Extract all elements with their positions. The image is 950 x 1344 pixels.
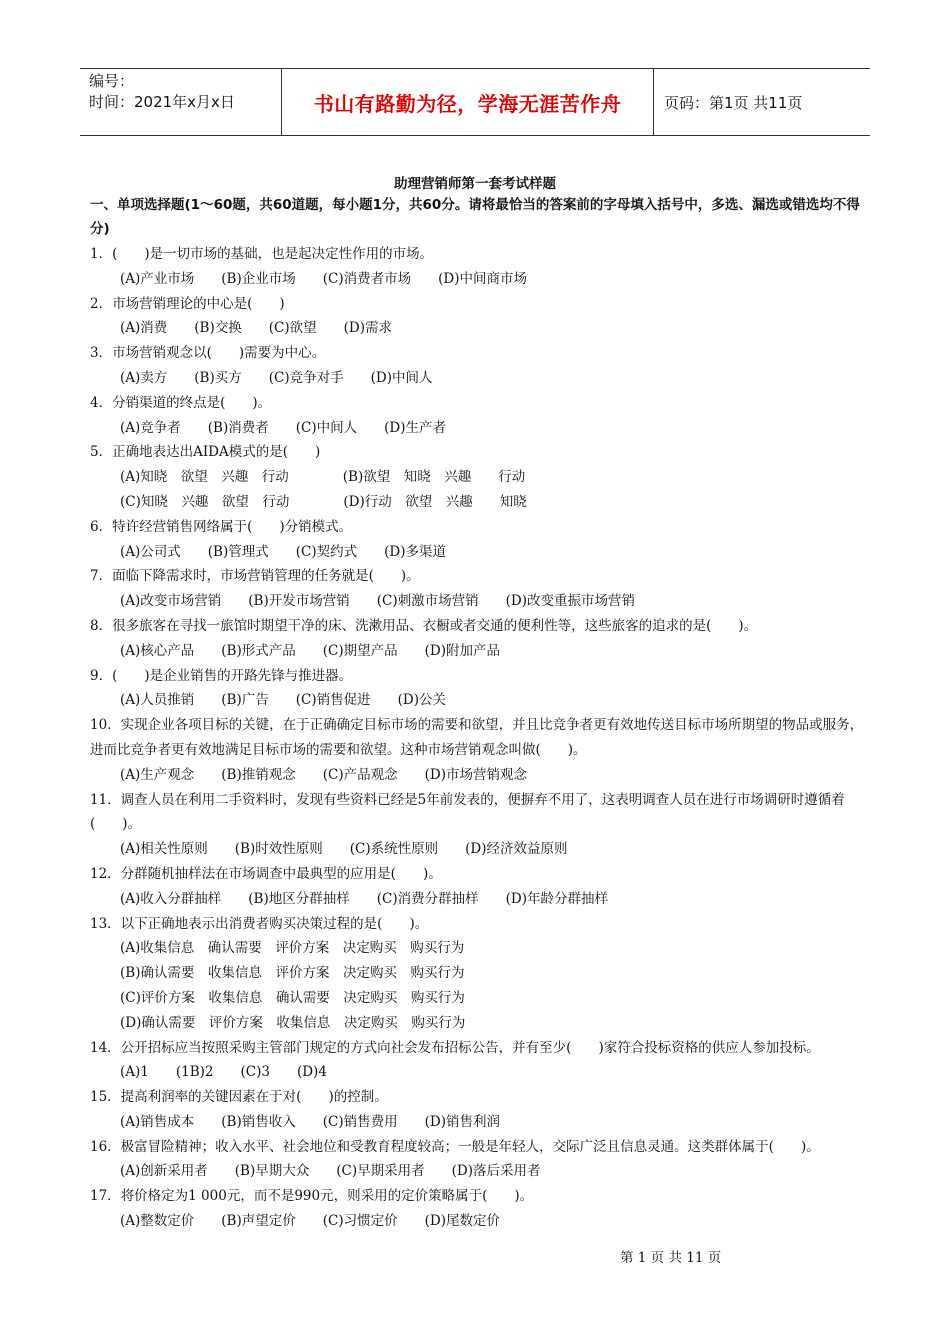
question-text: 3．市场营销观念以( )需要为中心。 [90,345,326,362]
question-text: 17．将价格定为1 000元，而不是990元，则采用的定价策略属于( )。 [90,1188,534,1205]
question-options: (A)相关性原则 (B)时效性原则 (C)系统性原则 (D)经济效益原则 [120,841,568,858]
page-footer: 第 1 页 共 11 页 [620,1250,722,1266]
question-options: (A)消费 (B)交换 (C)欲望 (D)需求 [120,320,392,337]
document-title: 助理营销师第一套考试样题 [394,176,556,192]
document-number-label: 编号： [89,72,135,90]
question-text: 12．分群随机抽样法在市场调查中最典型的应用是( )。 [90,865,442,882]
question-text: 1．( )是一切市场的基础，也是起决定性作用的市场。 [90,246,434,262]
header-page-cell [654,69,870,135]
question-options: (A)1 (1B)2 (C)3 (D)4 [120,1064,327,1081]
question-options: (D)确认需要 评价方案 收集信息 决定购买 购买行为 [120,1014,466,1031]
header-motto-cell [282,69,654,135]
document-date-label: 时间：2021年x月x日 [89,93,235,111]
question-options: (A)人员推销 (B)广告 (C)销售促进 (D)公关 [120,692,446,709]
question-options: (A)创新采用者 (B)早期大众 (C)早期采用者 (D)落后采用者 [120,1163,541,1180]
question-text: 4．分销渠道的终点是( )。 [90,394,272,411]
question-text: 5．正确地表达出AIDA模式的是( ) [90,444,321,461]
question-list [90,242,870,1234]
question-options: (A)卖方 (B)买方 (C)竞争对手 (D)中间人 [120,369,433,386]
question-options: (C)评价方案 收集信息 确认需要 决定购买 购买行为 [120,989,465,1006]
question-options: (A)产业市场 (B)企业市场 (C)消费者市场 (D)中间商市场 [120,270,527,287]
header-info-cell [80,69,282,135]
question-options: (A)整数定价 (B)声望定价 (C)习惯定价 (D)尾数定价 [120,1213,500,1230]
question-text: 11．调查人员在利用二手资料时，发现有些资料已经是5年前发表的，便摒弃不用了，这表明调查人员在进行市场调研时遵循着( )。 [90,791,845,833]
question-options: (A)收入分群抽样 (B)地区分群抽样 (C)消费分群抽样 (D)年龄分群抽样 [120,890,608,907]
header-table [80,68,870,136]
question-text: 15．提高利润率的关键因素在于对( )的控制。 [90,1089,388,1106]
question-text: 6．特许经营销售网络属于( )分销模式。 [90,518,353,535]
question-options: (A)收集信息 确认需要 评价方案 决定购买 购买行为 [120,940,465,957]
question-options: (C)知晓 兴趣 欲望 行动 (D)行动 欲望 兴趣 知晓 [120,493,527,510]
question-options: (A)改变市场营销 (B)开发市场营销 (C)刺激市场营销 (D)改变重振市场营销 [120,593,635,610]
question-options: (A)销售成本 (B)销售收入 (C)销售费用 (D)销售利润 [120,1113,500,1130]
question-text: 16．极富冒险精神；收入水平、社会地位和受教育程度较高；一般是年轻人，交际广泛且信息灵通。这类群体属于( )。 [90,1138,820,1155]
motto-text: 书山有路勤为径，学海无涯苦作舟 [313,91,622,116]
section-heading: 一、单项选择题(1～60题，共60道题，每小题1分，共60分。请将最恰当的答案前的字母填入括号中，多选、漏选或错选均不得分) [90,197,860,237]
question-options: (A)生产观念 (B)推销观念 (C)产品观念 (D)市场营销观念 [120,766,527,783]
question-text: 14．公开招标应当按照采购主管部门规定的方式向社会发布招标公告，并有至少( )家符合投标资格的供应人参加投标。 [90,1039,820,1056]
page-number-label: 页码：第1页 共11页 [664,93,803,112]
question-options: (B)确认需要 收集信息 评价方案 决定购买 购买行为 [120,965,465,982]
question-text: 2．市场营销理论的中心是( ) [90,295,285,312]
question-options: (A)核心产品 (B)形式产品 (C)期望产品 (D)附加产品 [120,642,500,659]
question-options: (A)知晓 欲望 兴趣 行动 (B)欲望 知晓 兴趣 行动 [120,469,526,486]
question-options: (A)竞争者 (B)消费者 (C)中间人 (D)生产者 [120,419,446,436]
question-options: (A)公司式 (B)管理式 (C)契约式 (D)多渠道 [120,543,446,560]
question-text: 7．面临下降需求时，市场营销管理的任务就是( )。 [90,568,420,585]
document-body [90,193,870,1234]
question-text: 9．( )是企业销售的开路先锋与推进器。 [90,667,353,684]
question-text: 10．实现企业各项目标的关键，在于正确确定目标市场的需要和欲望，并且比竞争者更有效地传送目标市场所期望的物品或服务，进而比竞争者更有效地满足目标市场的需要和欲望。这种市场营销观念叫做( )。 [90,717,864,758]
question-text: 13．以下正确地表示出消费者购买决策过程的是( )。 [90,915,429,932]
question-text: 8．很多旅客在寻找一旅馆时期望干净的床、洗漱用品、衣橱或者交通的便利性等，这些旅客的追求的是( )。 [90,617,758,634]
